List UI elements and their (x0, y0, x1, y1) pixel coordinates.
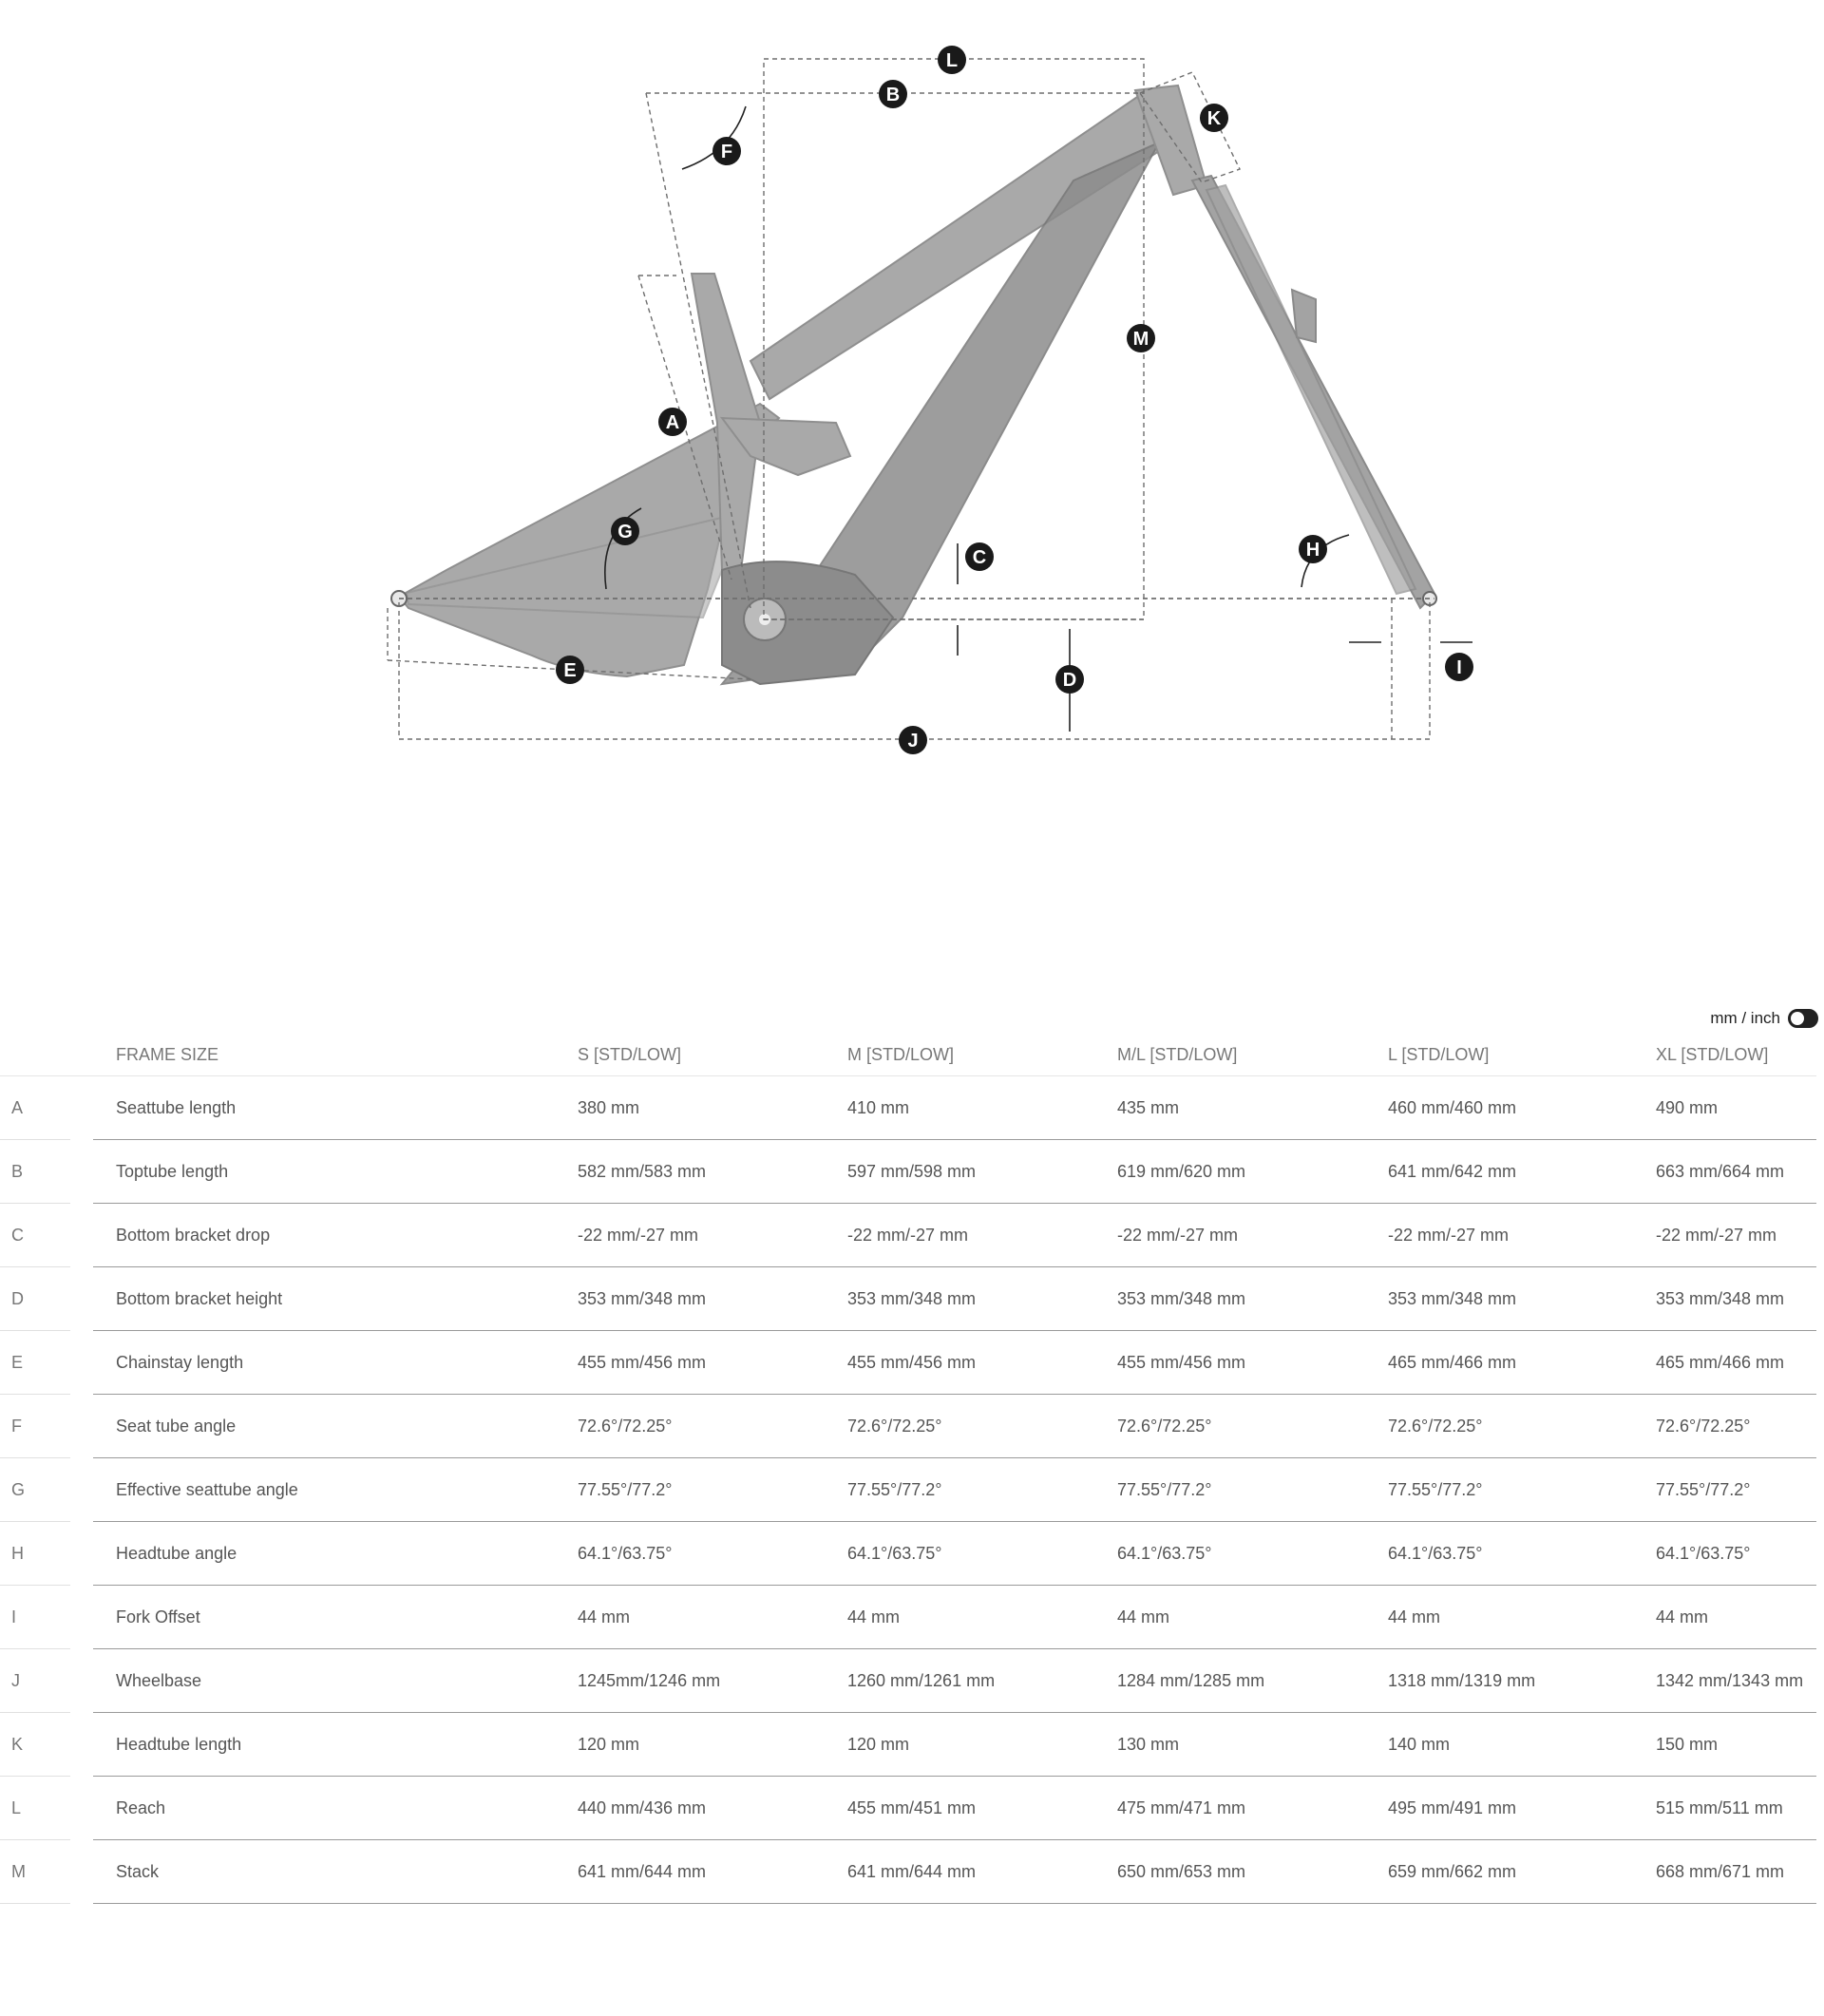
svg-text:A: A (665, 412, 680, 433)
svg-text:C: C (972, 547, 987, 568)
row-letter: J (0, 1649, 70, 1713)
row-letter: I (0, 1586, 70, 1649)
row-name: Headtube length (93, 1713, 578, 1777)
cell-l: 1318 mm/1319 mm (1388, 1649, 1656, 1713)
table-row (0, 1840, 1816, 1904)
frame-geometry-diagram (0, 0, 1824, 855)
header-size-ml: M/L [STD/LOW] (1117, 1034, 1388, 1076)
table-row (0, 1267, 1816, 1331)
row-name: Seat tube angle (93, 1395, 578, 1458)
marker-a (658, 408, 687, 436)
cell-s: 582 mm/583 mm (578, 1140, 847, 1204)
table-row (0, 1076, 1816, 1140)
cell-ml: 475 mm/471 mm (1117, 1777, 1388, 1840)
cell-ml: 619 mm/620 mm (1117, 1140, 1388, 1204)
cell-xl: 490 mm (1656, 1076, 1816, 1140)
cell-ml: 44 mm (1117, 1586, 1388, 1649)
cell-s: 1245mm/1246 mm (578, 1649, 847, 1713)
cell-l: 659 mm/662 mm (1388, 1840, 1656, 1904)
header-size-xl: XL [STD/LOW] (1656, 1034, 1816, 1076)
cell-s: 72.6°/72.25° (578, 1395, 847, 1458)
row-gap (70, 1331, 93, 1395)
row-gap (70, 1649, 93, 1713)
cell-m: -22 mm/-27 mm (847, 1204, 1117, 1267)
header-letter (0, 1034, 70, 1076)
row-letter: A (0, 1076, 70, 1140)
cell-m: 44 mm (847, 1586, 1117, 1649)
marker-c (965, 542, 994, 571)
marker-m (1127, 324, 1155, 352)
row-letter: G (0, 1458, 70, 1522)
cell-ml: 77.55°/77.2° (1117, 1458, 1388, 1522)
svg-text:E: E (563, 660, 577, 681)
marker-j (899, 726, 927, 754)
cell-m: 455 mm/456 mm (847, 1331, 1117, 1395)
table-row (0, 1458, 1816, 1522)
cell-m: 410 mm (847, 1076, 1117, 1140)
table-row (0, 1522, 1816, 1586)
row-gap (70, 1522, 93, 1586)
row-gap (70, 1204, 93, 1267)
marker-e (556, 656, 584, 684)
cell-s: 440 mm/436 mm (578, 1777, 847, 1840)
marker-f (712, 137, 741, 165)
unit-toggle-switch[interactable] (1788, 1009, 1818, 1028)
cell-xl: 72.6°/72.25° (1656, 1395, 1816, 1458)
row-letter: B (0, 1140, 70, 1204)
cell-m: 64.1°/63.75° (847, 1522, 1117, 1586)
cell-m: 77.55°/77.2° (847, 1458, 1117, 1522)
cell-s: 44 mm (578, 1586, 847, 1649)
cell-l: 72.6°/72.25° (1388, 1395, 1656, 1458)
cell-xl: 77.55°/77.2° (1656, 1458, 1816, 1522)
table-row (0, 1204, 1816, 1267)
row-name: Seattube length (93, 1076, 578, 1140)
row-name: Toptube length (93, 1140, 578, 1204)
row-gap (70, 1458, 93, 1522)
table-row (0, 1395, 1816, 1458)
svg-text:L: L (945, 50, 959, 71)
table-row (0, 1586, 1816, 1649)
header-size-l: L [STD/LOW] (1388, 1034, 1656, 1076)
bike-frame-illustration (391, 86, 1436, 684)
svg-text:K: K (1206, 108, 1222, 129)
cell-m: 597 mm/598 mm (847, 1140, 1117, 1204)
svg-text:I: I (1456, 657, 1462, 678)
table-row (0, 1713, 1816, 1777)
cell-l: 460 mm/460 mm (1388, 1076, 1656, 1140)
marker-i (1445, 653, 1473, 681)
svg-text:F: F (720, 142, 733, 162)
row-gap (70, 1713, 93, 1777)
cell-ml: 1284 mm/1285 mm (1117, 1649, 1388, 1713)
cell-m: 120 mm (847, 1713, 1117, 1777)
table-row (0, 1331, 1816, 1395)
marker-g (611, 517, 639, 545)
cell-ml: 353 mm/348 mm (1117, 1267, 1388, 1331)
cell-m: 72.6°/72.25° (847, 1395, 1117, 1458)
cell-l: 140 mm (1388, 1713, 1656, 1777)
cell-m: 1260 mm/1261 mm (847, 1649, 1117, 1713)
header-size-s: S [STD/LOW] (578, 1034, 847, 1076)
row-name: Wheelbase (93, 1649, 578, 1713)
cell-ml: -22 mm/-27 mm (1117, 1204, 1388, 1267)
cell-ml: 64.1°/63.75° (1117, 1522, 1388, 1586)
cell-m: 641 mm/644 mm (847, 1840, 1117, 1904)
cell-ml: 650 mm/653 mm (1117, 1840, 1388, 1904)
row-gap (70, 1586, 93, 1649)
row-letter: C (0, 1204, 70, 1267)
marker-k (1200, 104, 1228, 132)
row-name: Fork Offset (93, 1586, 578, 1649)
table-row (0, 1649, 1816, 1713)
cell-ml: 130 mm (1117, 1713, 1388, 1777)
unit-toggle[interactable] (1710, 1009, 1818, 1028)
cell-xl: -22 mm/-27 mm (1656, 1204, 1816, 1267)
cell-l: 495 mm/491 mm (1388, 1777, 1656, 1840)
table-row (0, 1140, 1816, 1204)
cell-xl: 150 mm (1656, 1713, 1816, 1777)
cell-s: 641 mm/644 mm (578, 1840, 847, 1904)
header-size-m: M [STD/LOW] (847, 1034, 1117, 1076)
header-gap (70, 1034, 93, 1076)
row-gap (70, 1076, 93, 1140)
cell-s: 353 mm/348 mm (578, 1267, 847, 1331)
cell-l: 465 mm/466 mm (1388, 1331, 1656, 1395)
row-letter: F (0, 1395, 70, 1458)
table-header-row (0, 1034, 1816, 1076)
cell-s: 380 mm (578, 1076, 847, 1140)
row-gap (70, 1840, 93, 1904)
row-name: Chainstay length (93, 1331, 578, 1395)
table-row (0, 1777, 1816, 1840)
svg-text:B: B (885, 85, 901, 105)
cell-xl: 515 mm/511 mm (1656, 1777, 1816, 1840)
svg-text:G: G (618, 522, 633, 542)
cell-xl: 663 mm/664 mm (1656, 1140, 1816, 1204)
cell-xl: 668 mm/671 mm (1656, 1840, 1816, 1904)
row-letter: L (0, 1777, 70, 1840)
row-name: Stack (93, 1840, 578, 1904)
cell-l: 641 mm/642 mm (1388, 1140, 1656, 1204)
cell-s: 120 mm (578, 1713, 847, 1777)
row-gap (70, 1395, 93, 1458)
cell-xl: 465 mm/466 mm (1656, 1331, 1816, 1395)
svg-text:H: H (1305, 540, 1320, 561)
marker-l (938, 46, 966, 74)
geometry-table (0, 1034, 1816, 1904)
row-name: Reach (93, 1777, 578, 1840)
row-letter: M (0, 1840, 70, 1904)
cell-l: 64.1°/63.75° (1388, 1522, 1656, 1586)
row-letter: K (0, 1713, 70, 1777)
cell-l: 77.55°/77.2° (1388, 1458, 1656, 1522)
cell-l: 44 mm (1388, 1586, 1656, 1649)
row-letter: E (0, 1331, 70, 1395)
row-name: Bottom bracket drop (93, 1204, 578, 1267)
row-name: Effective seattube angle (93, 1458, 578, 1522)
marker-d (1055, 665, 1084, 694)
row-name: Bottom bracket height (93, 1267, 578, 1331)
cell-s: 77.55°/77.2° (578, 1458, 847, 1522)
cell-xl: 353 mm/348 mm (1656, 1267, 1816, 1331)
cell-s: -22 mm/-27 mm (578, 1204, 847, 1267)
cell-l: -22 mm/-27 mm (1388, 1204, 1656, 1267)
header-frame-size: FRAME SIZE (93, 1034, 578, 1076)
cell-m: 353 mm/348 mm (847, 1267, 1117, 1331)
svg-text:D: D (1062, 670, 1077, 691)
cell-s: 64.1°/63.75° (578, 1522, 847, 1586)
row-gap (70, 1777, 93, 1840)
marker-h (1299, 535, 1327, 563)
row-name: Headtube angle (93, 1522, 578, 1586)
cell-xl: 1342 mm/1343 mm (1656, 1649, 1816, 1713)
cell-ml: 435 mm (1117, 1076, 1388, 1140)
cell-ml: 72.6°/72.25° (1117, 1395, 1388, 1458)
unit-toggle-label: mm / inch (1710, 1009, 1780, 1027)
row-letter: H (0, 1522, 70, 1586)
cell-ml: 455 mm/456 mm (1117, 1331, 1388, 1395)
cell-xl: 64.1°/63.75° (1656, 1522, 1816, 1586)
cell-m: 455 mm/451 mm (847, 1777, 1117, 1840)
svg-text:J: J (907, 731, 919, 751)
cell-s: 455 mm/456 mm (578, 1331, 847, 1395)
cell-xl: 44 mm (1656, 1586, 1816, 1649)
row-letter: D (0, 1267, 70, 1331)
marker-b (879, 80, 907, 108)
svg-text:M: M (1132, 329, 1150, 350)
cell-l: 353 mm/348 mm (1388, 1267, 1656, 1331)
row-gap (70, 1267, 93, 1331)
toggle-knob (1791, 1012, 1804, 1025)
row-gap (70, 1140, 93, 1204)
